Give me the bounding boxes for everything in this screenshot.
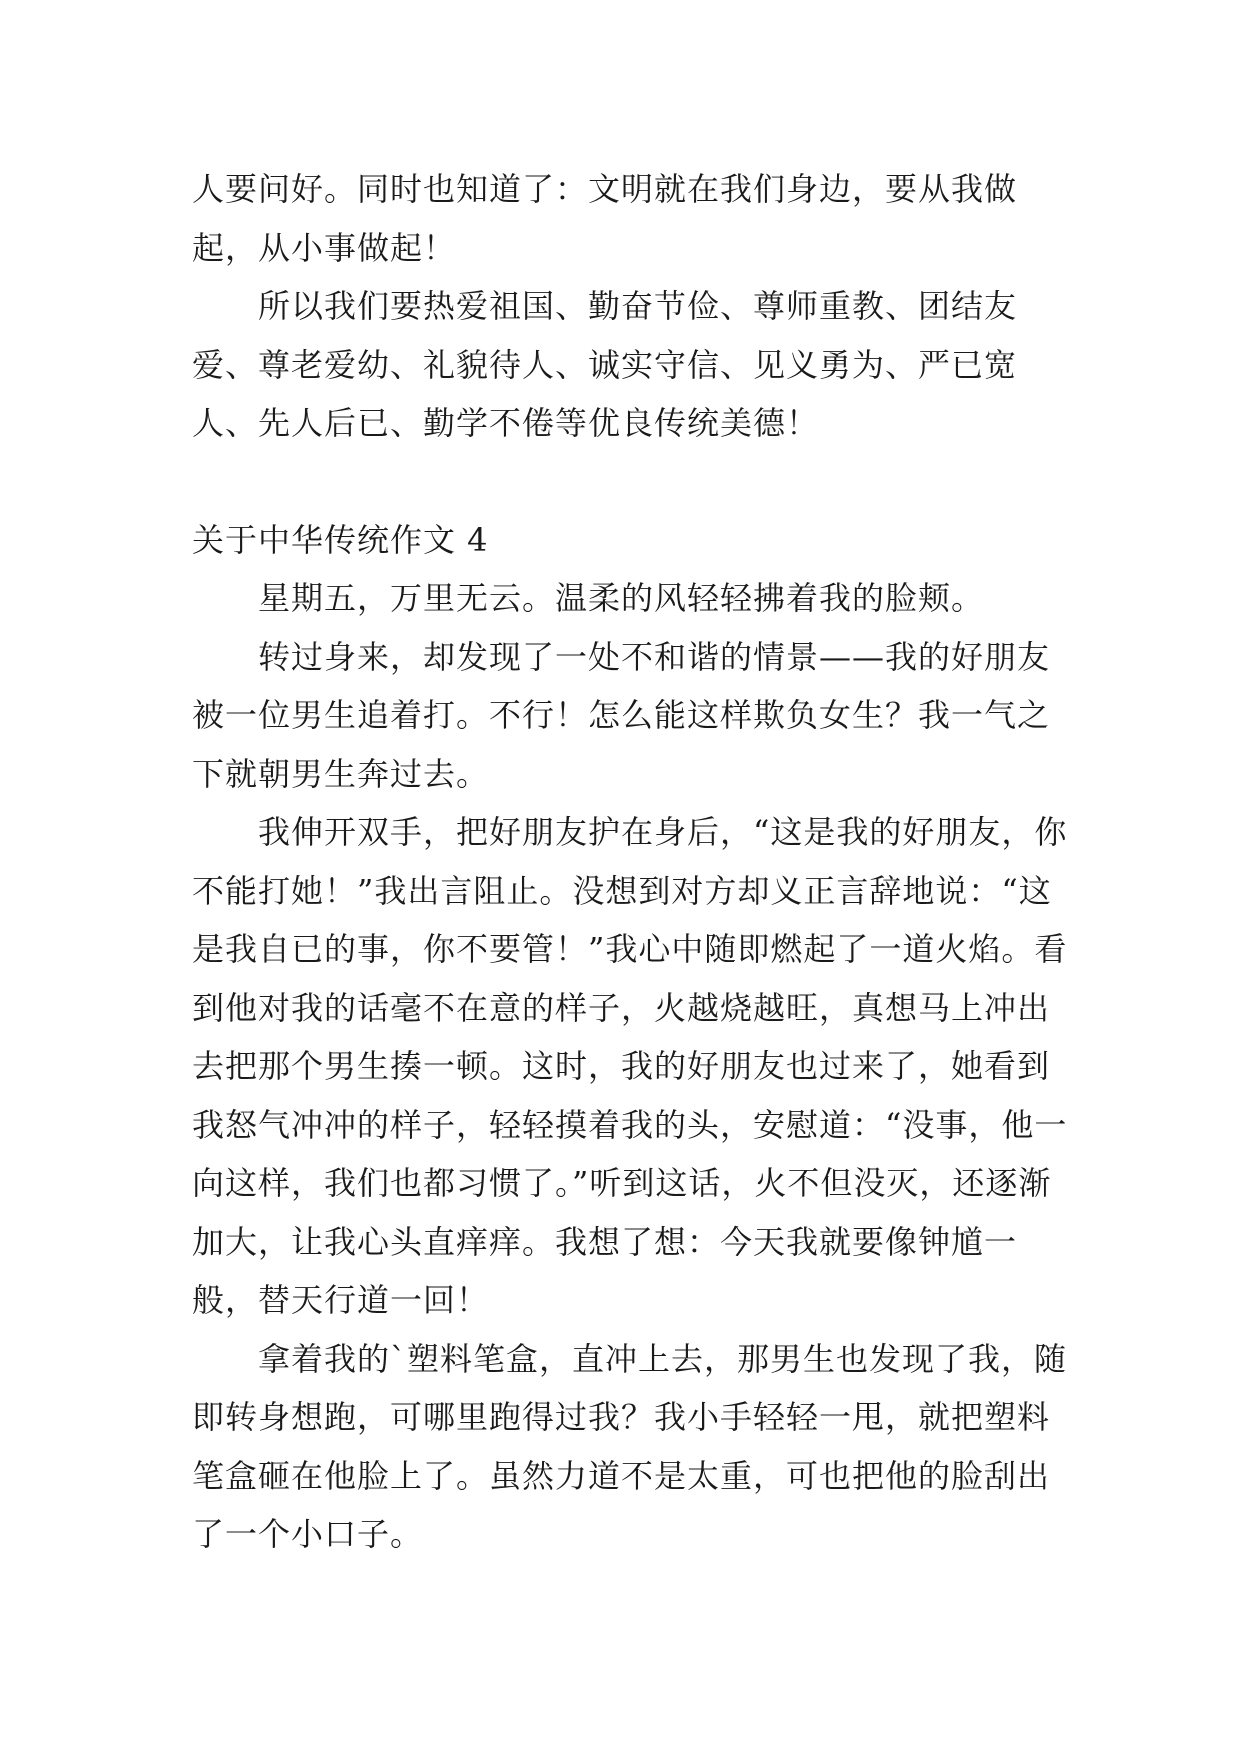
paragraph-1: 星期五，万里无云。温柔的风轻轻拂着我的脸颊。: [258, 579, 985, 617]
document-body: [192, 160, 1072, 1564]
paragraph-continued: 人要问好。同时也知道了：文明就在我们身边，要从我做起，从小事做起！: [192, 170, 1018, 267]
paragraph-4: 拿着我的`塑料笔盒，直冲上去，那男生也发现了我，随即转身想跑，可哪里跑得过我？我小手轻轻一甩，就把塑料笔盒砸在他脸上了。虽然力道不是太重，可也把他的脸刮出了一个小口子。: [192, 1339, 1068, 1553]
paragraph-virtues: 所以我们要热爱祖国、勤奋节俭、尊师重教、团结友爱、尊老爱幼、礼貌待人、诚实守信、见义勇为、严已宽人、先人后已、勤学不倦等优良传统美德！: [192, 287, 1018, 442]
paragraph-2: 转过身来，却发现了一处不和谐的情景——我的好朋友被一位男生追着打。不行！怎么能这样欺负女生？我一气之下就朝男生奔过去。: [192, 637, 1051, 793]
section-heading: 关于中华传统作文 4: [192, 520, 489, 559]
paragraph-3: 我伸开双手，把好朋友护在身后，“这是我的好朋友，你不能打她！”我出言阻止。没想到对方却义正言辞地说：“这是我自已的事，你不要管！”我心中随即燃起了一道火焰。看到他对我的话毫不在意的样子，火越烧越旺，真想马上冲出去把那个男生揍一顿。这时，我的好朋友也过来了，她看到我怒气冲冲的样子，轻轻摸着我的头，安慰道：“没事，他一向这样，我们也都习惯了。”听到这话，火不但没灭，还逐渐加大，让我心头直痒痒。我想了想：今天我就要像钟馗一般，替天行道一回！: [192, 813, 1068, 1319]
